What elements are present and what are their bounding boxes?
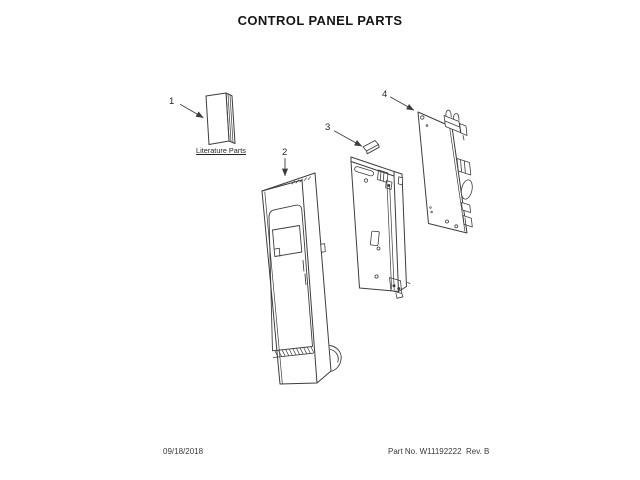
footer-date: 09/18/2018 xyxy=(163,447,204,456)
panel-side-tab xyxy=(321,244,326,253)
footer-part-number: Part No. W11192222 Rev. B xyxy=(388,447,490,456)
callout-number-3: 3 xyxy=(325,122,331,133)
panel-display-window xyxy=(273,226,302,257)
part-1-booklet-drawing xyxy=(206,93,235,145)
page-title: CONTROL PANEL PARTS xyxy=(237,13,403,28)
bracket-side-bump xyxy=(398,177,403,185)
bracket-side-dash xyxy=(408,283,411,284)
callout-number-1: 1 xyxy=(169,96,175,107)
booklet-cover xyxy=(206,93,229,145)
bracket-screw-2 xyxy=(397,287,400,290)
part-4-control-board-drawing xyxy=(418,110,474,233)
callout-number-2: 2 xyxy=(282,147,288,158)
literature-parts-label: Literature Parts xyxy=(196,146,246,155)
part-3-support-panel-drawing xyxy=(351,141,410,299)
part-2-control-panel-drawing xyxy=(262,173,341,384)
callout-arrow-4 xyxy=(391,97,414,110)
bracket-top-tab xyxy=(363,141,379,154)
bracket-screw-1 xyxy=(393,284,396,287)
callout-arrow-1 xyxy=(181,105,204,118)
callout-arrow-3 xyxy=(335,131,362,146)
callout-number-4: 4 xyxy=(382,89,388,100)
board-top-clip xyxy=(460,124,468,141)
board-mid-connector xyxy=(457,159,471,176)
panel-body xyxy=(262,173,331,384)
